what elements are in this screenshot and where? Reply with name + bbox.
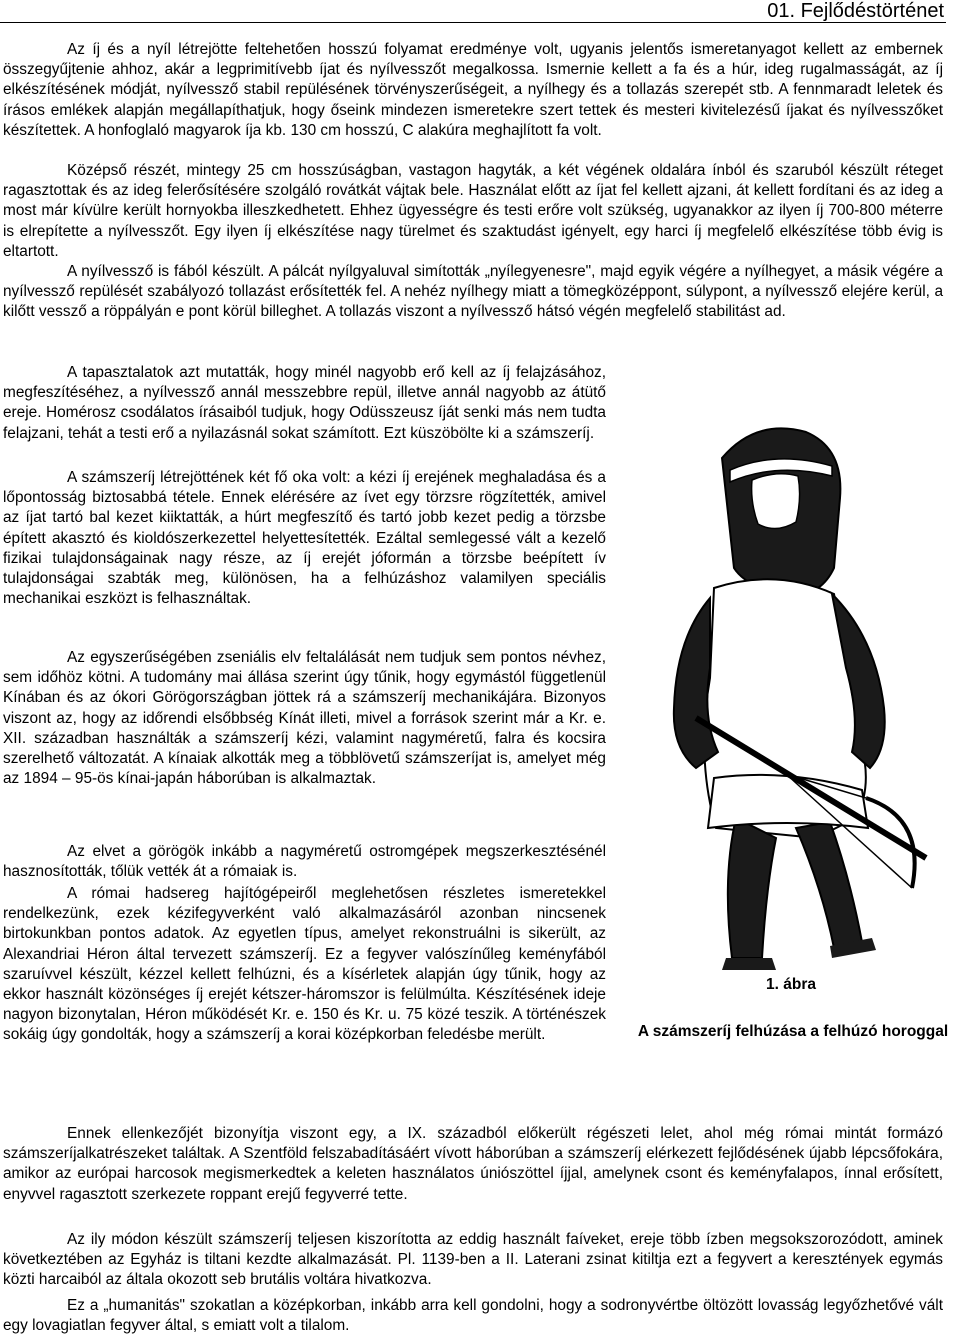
header-rule [0,22,946,23]
paragraph-bow-construction: Középső részét, mintegy 25 cm hosszúságban, vastagon hagyták, a két végének oldalára ínból és szaruból készült réteget ragasztottak és az ideg felerősítésére szolgáló rovátkát vájtak bele. Használat előtt az íjat fel kellett ajzani, át kellett fordítani és az ideg a most már kívülre került hornyokba illeszkedhetett. Ehhez ügyességre és testi erőre volt szükség, ugyanakkor az ilyen íj 700-800 méterre is elrepítette a nyílvesszőt. Egy ilyen íj elkészítése nagy türelmet és szaktudást igényelt, egy harci íj megfelelő elkészítése több évig is eltartott. [3,162,943,260]
figure-caption: A számszeríj felhúzása a felhúzó horoggal [637,1023,949,1040]
paragraph-crossbow-origin: A számszeríj létrejöttének két fő oka volt: a kézi íj erejének meghaladása és a lőpontosság biztosabbá tétele. Ennek elérésére az ívet egy törzsre rögzítették, amivel az íjat tartó bal kezet kiiktatták, a húrt megfeszítő és tartó jobb kezet pedig a törzsbe épített akasztó és kioldószerkezettel helyettesítették. Ezáltal semlegessé vált a kezelő fizikai tulajdonságainak nagy része, az íj erejét jóformán a törzsbe beépített ív tulajdonságai szabták meg, különösen, ha a felhúzáshoz valamilyen speciális mechanikai eszközt is felhasználtak. [3,469,606,608]
paragraph-intro: Az íj és a nyíl létrejötte feltehetően hosszú folyamat eredménye volt, ugyanis jelentős ismeretanyagot kellett az embernek összegyűjtenie ahhoz, akár a legprimitívebb íjat és nyílvesszőt megalkossa. Ismernie kellett a fa és a húr, ideg rugalmasságát, az íj elkészítésének módját, nyílvessző stabil repülésének törvényszerűségeit, a nyílhegy és a tollazás szerepét stb. A fennmaradt leletek és írásos emlékek alapján megállapíthatjuk, hogy őseink mindezen ismeretekre szert tettek és mesteri kivitelezésű íjakat és nyílvesszőket készítettek. A honfoglaló magyarok íja kb. 130 cm hosszú, C alakúra meghajlított fa volt. [3,41,943,139]
paragraph-china-greece: Az egyszerűségében zseniális elv feltalálását nem tudjuk sem pontos névhez, sem időhöz kötni. A tudomány mai állása szerint úgy tűnik, hogy egymástól függetlenül Kínában és az ókori Görögországban jöttek rá a számszeríj mechanikájára. Bizonyos viszont az, hogy az időrendi elsőbbség Kínát illeti, mivel a források szerint már a Kr. e. XII. században használták a számszeríj kézi, valamint nagyméretű, falra és kocsira szerelhető változatát. A kínaiak alkották meg a többlövetű számszeríjat is, amelyet még az 1894 – 95-ös kínai-japán háborúban is alkalmaztak. [3,649,606,788]
crossbowman-illustration [626,418,944,978]
figure-number: 1. ábra [766,976,816,993]
paragraph-experience: A tapasztalatok azt mutatták, hogy minél nagyobb erő kell az íj felajzásához, megfeszítéséhez, a nyílvessző annál messzebbre repül, illetve annál nagyobb az átütő ereje. Homérosz csodálatos írásaiból tudjuk, hogy Odüsszeusz íját senki más nem tudta felajzani, tehát a testi erő a nyilazásnál sokat számított. Ezt küszöbölte ki a számszeríj. [3,364,606,442]
paragraph-romans: A római hadsereg hajítógépeiről meglehetősen részletes ismeretekkel rendelkezünk, ezek kézifegyverként való alkalmazásáról azonban nincsenek birtokunkban pontos adatok. Az egyetlen típus, amelyet rekonstruálni is sikerült, az Alexandriai Héron által tervezett számszeríj. Ez a fegyver valószínűleg keményfából szaruívvel készült, kézzel kellett felhúzni, és a kísérletek alapján úgy tűnik, hogy az ekkor használt közönséges íj erejét kétszer-háromszor is felülmúlta. Készítésének ideje nagyon bizonytalan, Héron működését Kr. e. 150 és Kr. u. 75 közé teszik. A történészek sokáig úgy gondolták, hogy a számszeríj a korai középkorban feledésbe merült. [3,885,606,1044]
paragraph-humanity: Ez a „humanitás" szokatlan a középkorban, inkább arra kell gondolni, hogy a sodronyvértbe öltözött lovasság legyőzhetővé vált egy lovagiatlan fegyver által, s emiatt volt a tilalom. [3,1297,943,1335]
chapter-title: 01. Fejlődéstörténet [767,0,944,22]
paragraph-crusades: Ennek ellenkezőjét bizonyítja viszont egy, a IX. századból előkerült régészeti lelet, ahol még római mintát formázó számszeríjalkatrészeket találtak. A Szentföld felszabadításáért vívott háborúban a számszeríj elérkezett fejlődésének újabb lépcsőfokára, amikor az európai harcosok megismerkedtek a keleten használatos úniószöttel íjjal, amelynek csont és keményfalapos, ínnal erősített, enyvvel ragasztott szerkezete roppant erejű fegyverré tette. [3,1125,943,1203]
paragraph-lateran: Az ily módon készült számszeríj teljesen kiszorította az eddig használt faíveket, ereje több ízben megsokszorozódott, aminek következtében az Egyház is tiltani kezdte alkalmazását. Pl. 1139-ben a II. Laterani zsinat kitiltja ezt a fegyvert a keresztények egymás közti harcaiból az általa okozott seb brutális voltára hivatkozva. [3,1231,943,1289]
paragraph-arrow: A nyílvessző is fából készült. A pálcát nyílgyaluval simították „nyílegyenesre", majd egyik végére a nyílhegyet, a másik végére a nyílvessző repülését szabályozó tollazást erősítették fel. A nehéz nyílhegy miatt a tömegközéppont, súlypont, a nyílvessző elejére kerül, a kilőtt vessző a röppályán e pont körül billeghet. A tollazás viszont a nyílvessző hátsó végén megfelelő stabilitást ad. [3,263,943,321]
page-header [0,0,960,24]
paragraph-greeks: Az elvet a görögök inkább a nagyméretű ostromgépek megszerkesztésénél hasznosították, tőlük vették át a rómaiak is. [3,843,606,881]
